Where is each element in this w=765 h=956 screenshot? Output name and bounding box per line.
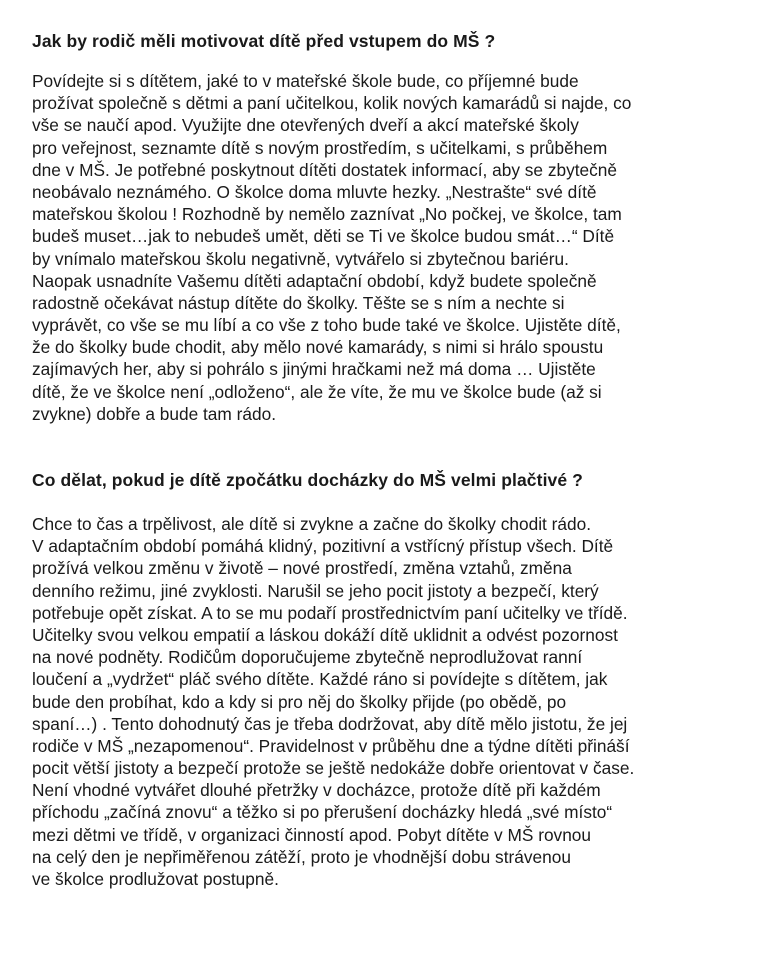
text-line: rodiče v MŠ „nezapomenou“. Pravidelnost v průběhu dne a týdne dítěti přináší (32, 735, 630, 756)
section-heading-crying: Co dělat, pokud je dítě zpočátku docházky do MŠ velmi plačtivé ? (32, 470, 583, 490)
text-line: Povídejte si s dítětem, jaké to v mateřské škole bude, co příjemné bude (32, 71, 579, 91)
text-line: mezi dětmi ve třídě, v organizaci činností apod. Pobyt dítěte v MŠ rovnou (32, 824, 592, 845)
text-line: dítě, že ve školce není „odloženo“, ale že víte, že mu ve školce bude (až si (32, 381, 602, 402)
text-line: zajímavých her, aby si pohrálo s jinými hračkami než má doma … Ujistěte (32, 359, 596, 380)
text-line: bude den probíhat, kdo a kdy si pro něj do školky přijde (po obědě, po (32, 691, 567, 712)
text-line: mateřskou školou ! Rozhodně by nemělo zaznívat „No počkej, ve školce, tam (32, 204, 622, 225)
text-line: příchodu „začíná znovu“ a těžko si po přerušení docházky hledá „své místo“ (32, 802, 613, 823)
text-line: pocit větší jistoty a bezpečí protože se ještě nedokáže dobře orientovat v čase. (32, 758, 635, 779)
text-line: na celý den je nepřiměřenou zátěží, proto je vhodnější dobu strávenou (32, 846, 571, 867)
paragraph-crying (32, 513, 634, 890)
text-line: ve školce prodlužovat postupně. (32, 869, 279, 889)
text-line: vyprávět, co vše se mu líbí a co vše z toho bude také ve školce. Ujistěte dítě, (32, 315, 621, 336)
text-line: spaní…) . Tento dohodnutý čas je třeba dodržovat, aby dítě mělo jistotu, že jej (32, 713, 628, 734)
text-line: Naopak usnadníte Vašemu dítěti adaptační období, když budete společně (32, 270, 597, 291)
section-heading-motivation: Jak by rodič měli motivovat dítě před vstupem do MŠ ? (32, 31, 496, 51)
text-line: loučení a „vydržet“ pláč svého dítěte. Každé ráno si povídejte s dítětem, jak (32, 669, 608, 690)
text-line: na nové podněty. Rodičům doporučujeme zbytečně neprodlužovat ranní (32, 647, 583, 668)
text-line: by vnímalo mateřskou školu negativně, vytvářelo si zbytečnou bariéru. (32, 248, 569, 269)
text-line: vše se naučí apod. Využijte dne otevřených dveří a akcí mateřské školy (32, 115, 579, 136)
text-line: potřebuje opět získat. A to se mu podaří prostřednictvím paní učitelky ve třídě. (32, 602, 628, 623)
text-line: neobávalo neznámého. O školce doma mluvte hezky. „Nestrašte“ své dítě (32, 181, 597, 202)
text-line: že do školky bude chodit, aby mělo nové kamarády, s nimi si hrálo spoustu (32, 337, 604, 358)
text-line: pro veřejnost, seznamte dítě s novým prostředím, s učitelkami, s průběhem (32, 137, 608, 158)
text-line: Chce to čas a trpělivost, ale dítě si zvykne a začne do školky chodit rádo. (32, 514, 592, 534)
text-line: prožívá velkou změnu v životě – nové prostředí, změna vztahů, změna (32, 558, 572, 579)
text-line: V adaptačním období pomáhá klidný, pozitivní a vstřícný přístup všech. Dítě (32, 536, 614, 557)
text-line: radostně očekávat nástup dítěte do školky. Těšte se s ním a nechte si (32, 292, 565, 313)
text-line: zvykne) dobře a bude tam rádo. (32, 403, 276, 424)
text-line: denního režimu, jiné zvyklosti. Narušil se jeho pocit jistoty a bezpečí, který (32, 580, 599, 601)
text-line: dne v MŠ. Je potřebné poskytnout dítěti dostatek informací, aby se zbytečně (32, 159, 618, 180)
paragraph-motivation (32, 70, 631, 425)
text-line: Není vhodné vytvářet dlouhé přetržky v docházce, protože dítě při každém (32, 780, 601, 801)
text-line: budeš muset…jak to nebudeš umět, děti se Ti ve školce budou smát…“ Dítě (32, 226, 615, 247)
text-line: prožívat společně s dětmi a paní učitelkou, kolik nových kamarádů si najde, co (32, 93, 632, 114)
text-line: Učitelky svou velkou empatií a láskou dokáží dítě uklidnit a odvést pozornost (32, 624, 618, 645)
